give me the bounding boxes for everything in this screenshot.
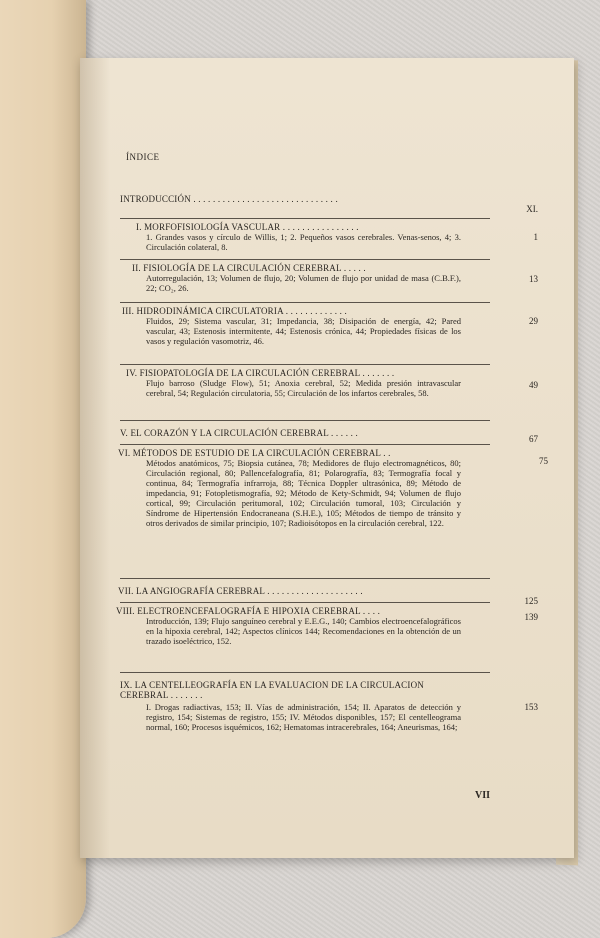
entry-description: Métodos anatómicos, 75; Biopsia cutánea, 78; Medidores de flujo electromagnéticos, 80; Circulación regional, 80; Pallencefalografía, 81; Polarografía, 83; Termografía focal y continua, 84; Termografía infrarroja, 88; Técnica Doppler ultrasónica, 89; Método de impedancia, 91; Fotopletismografía, 92; Método de Kety-Schmidt, 94; Volumen de flujo cortical, 99; Circulación peritumoral, 102; Circulación tumoral, 103; Circulación y Síndrome de Hipertensión Endocraneana (S.H.E.), 105; Métodos de tiempo de tránsito y otros derivados de similar principio, 107; Radioisótopos en la circulación cerebral, 122. — [146, 458, 461, 528]
entry-heading: IV. FISIOPATOLOGÍA DE LA CIRCULACIÓN CEREBRAL . . . . . . . — [126, 368, 395, 378]
page-folio: VII — [474, 790, 490, 801]
entry-heading: II. FISIOLOGÍA DE LA CIRCULACIÓN CEREBRAL . . . . . — [132, 263, 366, 273]
index-content — [116, 58, 550, 858]
divider — [120, 364, 490, 365]
divider — [120, 420, 490, 421]
entry-heading: III. HIDRODINÁMICA CIRCULATORIA . . . . . . . . . . . . . — [122, 306, 347, 316]
entry-description: Flujo barroso (Sludge Flow), 51; Anoxia cerebral, 52; Medida presión intravascular cerebral, 54; Regulación circulatoria, 55; Circulación de los infartos cerebrales, 58. — [146, 378, 461, 398]
entry-heading: IX. LA CENTELLEOGRAFÍA EN LA EVALUACION DE LA CIRCULACION CEREBRAL . . . . . . . — [120, 680, 424, 700]
divider — [120, 602, 490, 603]
divider — [120, 259, 490, 260]
entry-heading: VI. MÉTODOS DE ESTUDIO DE LA CIRCULACIÓN CEREBRAL . . — [118, 448, 391, 458]
divider — [120, 672, 490, 673]
entry-heading: V. EL CORAZÓN Y LA CIRCULACIÓN CEREBRAL . . . . . . — [120, 428, 358, 438]
entry-page-number: 153 — [524, 702, 538, 712]
entry-description: Autorregulación, 13; Volumen de flujo, 20; Volumen de flujo por unidad de masa (C.B.F.), 22; CO₂, 26. — [146, 273, 461, 293]
entry-page-number: 139 — [524, 612, 538, 622]
entry-page-number: 67 — [529, 434, 538, 444]
entry-description: I. Drogas radiactivas, 153; II. Vías de administración, 154; II. Aparatos de detección y registro, 154; Sistemas de registro, 155; IV. Métodos disponibles, 157; El centelleograma normal, 160; Procesos isquémicos, 162; Hematomas intracerebrales, 164; Aneurismas, 164; — [146, 702, 461, 732]
book-page — [80, 58, 574, 858]
entry-page-number: 125 — [524, 596, 538, 606]
page-heading: ÍNDICE — [126, 152, 160, 162]
divider — [120, 218, 490, 219]
entry-heading: VIII. ELECTROENCEFALOGRAFÍA E HIPOXIA CEREBRAL . . . . — [116, 606, 381, 616]
entry-heading: VII. LA ANGIOGRAFÍA CEREBRAL . . . . . . . . . . . . . . . . . . . . — [118, 586, 363, 596]
entry-page-number: XI. — [526, 204, 538, 214]
entry-heading: I. MORFOFISIOLOGÍA VASCULAR . . . . . . . . . . . . . . . . — [136, 222, 359, 232]
divider — [120, 578, 490, 579]
entry-page-number: 49 — [529, 380, 538, 390]
divider — [120, 302, 490, 303]
entry-description: Fluidos, 29; Sistema vascular, 31; Impedancia, 38; Disipación de energía, 42; Pared vascular, 43; Estenosis intermitente, 44; Estenosis crónica, 44; Propiedades físicas de los vasos y regulación vasomotriz, 46. — [146, 316, 461, 346]
entry-page-number: 1 — [533, 232, 538, 242]
entry-description: Introducción, 139; Flujo sanguíneo cerebral y E.E.G., 140; Cambios electroencefalográficos en la hipoxia cerebral, 142; Aspectos clínicos 144; Recomendaciones en la obtención de un trazado isoeléctrico, 152. — [146, 616, 461, 646]
entry-page-number: 29 — [529, 316, 538, 326]
entry-page-number: 75 — [539, 456, 548, 466]
entry-description: 1. Grandes vasos y círculo de Willis, 1; 2. Pequeños vasos cerebrales. Venas-senos, 4; 3. Circulación colateral, 8. — [146, 232, 461, 252]
entry-heading: INTRODUCCIÓN . . . . . . . . . . . . . . . . . . . . . . . . . . . . . . — [120, 194, 338, 204]
entry-page-number: 13 — [529, 274, 538, 284]
left-page — [0, 0, 86, 938]
divider — [120, 444, 490, 445]
